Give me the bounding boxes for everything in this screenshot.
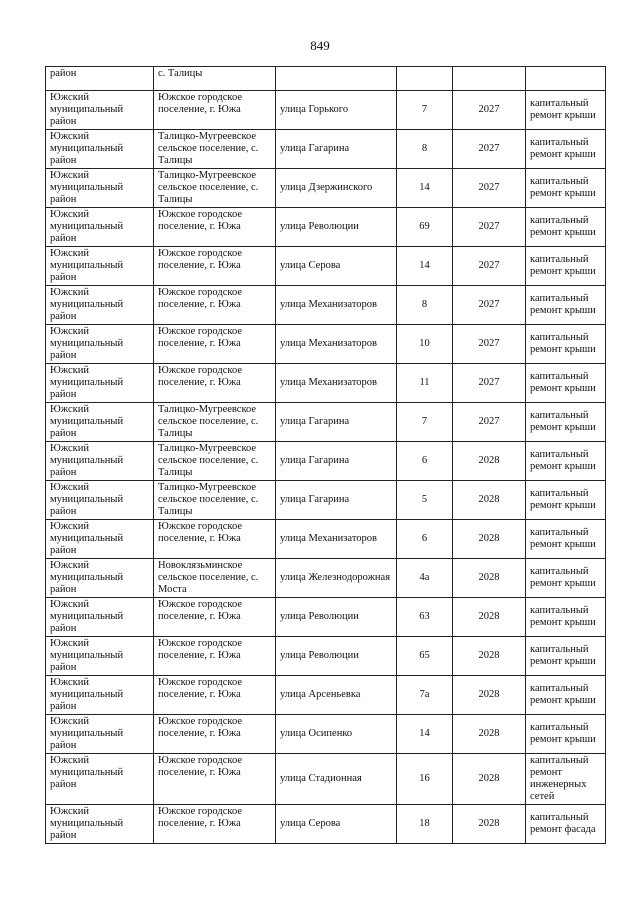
table-row <box>46 325 606 364</box>
table-row <box>46 442 606 481</box>
table-row <box>46 715 606 754</box>
street-cell: улица Механизаторов <box>276 325 397 364</box>
table-row <box>46 169 606 208</box>
district-cell: Южский муниципальный район <box>46 442 154 481</box>
house-number-cell: 7 <box>397 91 453 130</box>
table-row <box>46 481 606 520</box>
street-cell: улица Стадионная <box>276 754 397 805</box>
house-number-cell: 14 <box>397 715 453 754</box>
work-type-cell: капитальный ремонт крыши <box>526 325 606 364</box>
district-cell: Южский муниципальный район <box>46 754 154 805</box>
year-cell: 2028 <box>453 637 526 676</box>
street-cell: улица Серова <box>276 247 397 286</box>
table-row <box>46 754 606 805</box>
year-cell: 2028 <box>453 481 526 520</box>
work-type-cell: капитальный ремонт крыши <box>526 208 606 247</box>
settlement-cell: Южское городское поселение, г. Южа <box>154 754 276 805</box>
house-number-cell: 4а <box>397 559 453 598</box>
house-number-cell: 8 <box>397 286 453 325</box>
table-row-continuation <box>46 67 606 91</box>
year-cell: 2027 <box>453 208 526 247</box>
district-cell: Южский муниципальный район <box>46 559 154 598</box>
year-cell: 2028 <box>453 805 526 844</box>
year-cell: 2027 <box>453 286 526 325</box>
house-number-cell: 7а <box>397 676 453 715</box>
district-cell: Южский муниципальный район <box>46 481 154 520</box>
settlement-cell: Южское городское поселение, г. Южа <box>154 676 276 715</box>
settlement-cell: Южское городское поселение, г. Южа <box>154 715 276 754</box>
settlement-cell: Южское городское поселение, г. Южа <box>154 286 276 325</box>
table-row <box>46 676 606 715</box>
work-type-cell: капитальный ремонт фасада <box>526 805 606 844</box>
year-cell: 2027 <box>453 247 526 286</box>
year-cell <box>453 67 526 91</box>
work-type-cell: капитальный ремонт крыши <box>526 403 606 442</box>
settlement-cell: Талицко-Мугреевское сельское поселение, с. Талицы <box>154 403 276 442</box>
work-type-cell: капитальный ремонт крыши <box>526 637 606 676</box>
street-cell: улица Механизаторов <box>276 520 397 559</box>
year-cell: 2027 <box>453 91 526 130</box>
settlement-cell: Южское городское поселение, г. Южа <box>154 637 276 676</box>
work-type-cell: капитальный ремонт крыши <box>526 598 606 637</box>
settlement-cell: Южское городское поселение, г. Южа <box>154 247 276 286</box>
settlement-cell: Талицко-Мугреевское сельское поселение, с. Талицы <box>154 442 276 481</box>
house-number-cell: 8 <box>397 130 453 169</box>
district-cell: Южский муниципальный район <box>46 364 154 403</box>
street-cell: улица Революции <box>276 208 397 247</box>
settlement-cell: Южское городское поселение, г. Южа <box>154 91 276 130</box>
house-number-cell: 6 <box>397 520 453 559</box>
district-cell: Южский муниципальный район <box>46 286 154 325</box>
table-row <box>46 247 606 286</box>
street-cell <box>276 67 397 91</box>
settlement-cell: Талицко-Мугреевское сельское поселение, с. Талицы <box>154 130 276 169</box>
street-cell: улица Революции <box>276 598 397 637</box>
street-cell: улица Серова <box>276 805 397 844</box>
street-cell: улица Осипенко <box>276 715 397 754</box>
year-cell: 2027 <box>453 169 526 208</box>
work-type-cell: капитальный ремонт крыши <box>526 676 606 715</box>
year-cell: 2027 <box>453 130 526 169</box>
year-cell: 2028 <box>453 598 526 637</box>
work-type-cell: капитальный ремонт крыши <box>526 286 606 325</box>
settlement-cell: Южское городское поселение, г. Южа <box>154 364 276 403</box>
house-number-cell: 16 <box>397 754 453 805</box>
year-cell: 2028 <box>453 559 526 598</box>
settlement-cell: Южское городское поселение, г. Южа <box>154 520 276 559</box>
year-cell: 2027 <box>453 403 526 442</box>
year-cell: 2028 <box>453 442 526 481</box>
street-cell: улица Гагарина <box>276 130 397 169</box>
district-cell: Южский муниципальный район <box>46 91 154 130</box>
district-cell: Южский муниципальный район <box>46 169 154 208</box>
table-row <box>46 637 606 676</box>
repair-schedule-table <box>45 66 606 844</box>
house-number-cell <box>397 67 453 91</box>
work-type-cell: капитальный ремонт крыши <box>526 247 606 286</box>
house-number-cell: 14 <box>397 247 453 286</box>
street-cell: улица Механизаторов <box>276 364 397 403</box>
table-row <box>46 286 606 325</box>
district-cell: Южский муниципальный район <box>46 247 154 286</box>
street-cell: улица Горького <box>276 91 397 130</box>
house-number-cell: 18 <box>397 805 453 844</box>
house-number-cell: 6 <box>397 442 453 481</box>
district-cell: район <box>46 67 154 91</box>
table-body <box>46 67 606 844</box>
year-cell: 2027 <box>453 364 526 403</box>
work-type-cell: капитальный ремонт крыши <box>526 91 606 130</box>
work-type-cell: капитальный ремонт крыши <box>526 130 606 169</box>
street-cell: улица Революции <box>276 637 397 676</box>
house-number-cell: 69 <box>397 208 453 247</box>
work-type-cell: капитальный ремонт крыши <box>526 169 606 208</box>
district-cell: Южский муниципальный район <box>46 637 154 676</box>
street-cell: улица Дзержинского <box>276 169 397 208</box>
table-row <box>46 520 606 559</box>
year-cell: 2028 <box>453 715 526 754</box>
settlement-cell: Южское городское поселение, г. Южа <box>154 325 276 364</box>
settlement-cell: Южское городское поселение, г. Южа <box>154 805 276 844</box>
house-number-cell: 10 <box>397 325 453 364</box>
district-cell: Южский муниципальный район <box>46 325 154 364</box>
district-cell: Южский муниципальный район <box>46 130 154 169</box>
district-cell: Южский муниципальный район <box>46 208 154 247</box>
house-number-cell: 63 <box>397 598 453 637</box>
year-cell: 2028 <box>453 676 526 715</box>
district-cell: Южский муниципальный район <box>46 598 154 637</box>
year-cell: 2028 <box>453 754 526 805</box>
page-number: 849 <box>310 38 330 53</box>
district-cell: Южский муниципальный район <box>46 805 154 844</box>
street-cell: улица Гагарина <box>276 442 397 481</box>
settlement-cell: Южское городское поселение, г. Южа <box>154 208 276 247</box>
table-row <box>46 403 606 442</box>
table-row <box>46 364 606 403</box>
house-number-cell: 65 <box>397 637 453 676</box>
table-row <box>46 208 606 247</box>
work-type-cell: капитальный ремонт крыши <box>526 364 606 403</box>
year-cell: 2027 <box>453 325 526 364</box>
table-row <box>46 598 606 637</box>
district-cell: Южский муниципальный район <box>46 715 154 754</box>
work-type-cell: капитальный ремонт крыши <box>526 715 606 754</box>
house-number-cell: 11 <box>397 364 453 403</box>
work-type-cell <box>526 67 606 91</box>
district-cell: Южский муниципальный район <box>46 403 154 442</box>
house-number-cell: 14 <box>397 169 453 208</box>
table-row <box>46 130 606 169</box>
district-cell: Южский муниципальный район <box>46 676 154 715</box>
street-cell: улица Гагарина <box>276 403 397 442</box>
street-cell: улица Арсеньевка <box>276 676 397 715</box>
house-number-cell: 7 <box>397 403 453 442</box>
street-cell: улица Механизаторов <box>276 286 397 325</box>
settlement-cell: Талицко-Мугреевское сельское поселение, с. Талицы <box>154 169 276 208</box>
work-type-cell: капитальный ремонт крыши <box>526 520 606 559</box>
settlement-cell: Новоклязьминское сельское поселение, с. Моста <box>154 559 276 598</box>
street-cell: улица Гагарина <box>276 481 397 520</box>
work-type-cell: капитальный ремонт крыши <box>526 559 606 598</box>
work-type-cell: капитальный ремонт крыши <box>526 481 606 520</box>
table-row <box>46 91 606 130</box>
settlement-cell: Талицко-Мугреевское сельское поселение, с. Талицы <box>154 481 276 520</box>
year-cell: 2028 <box>453 520 526 559</box>
settlement-cell: Южское городское поселение, г. Южа <box>154 598 276 637</box>
work-type-cell: капитальный ремонт инженерных сетей <box>526 754 606 805</box>
settlement-cell: с. Талицы <box>154 67 276 91</box>
district-cell: Южский муниципальный район <box>46 520 154 559</box>
work-type-cell: капитальный ремонт крыши <box>526 442 606 481</box>
table-row <box>46 805 606 844</box>
house-number-cell: 5 <box>397 481 453 520</box>
table-row <box>46 559 606 598</box>
street-cell: улица Железнодорожная <box>276 559 397 598</box>
